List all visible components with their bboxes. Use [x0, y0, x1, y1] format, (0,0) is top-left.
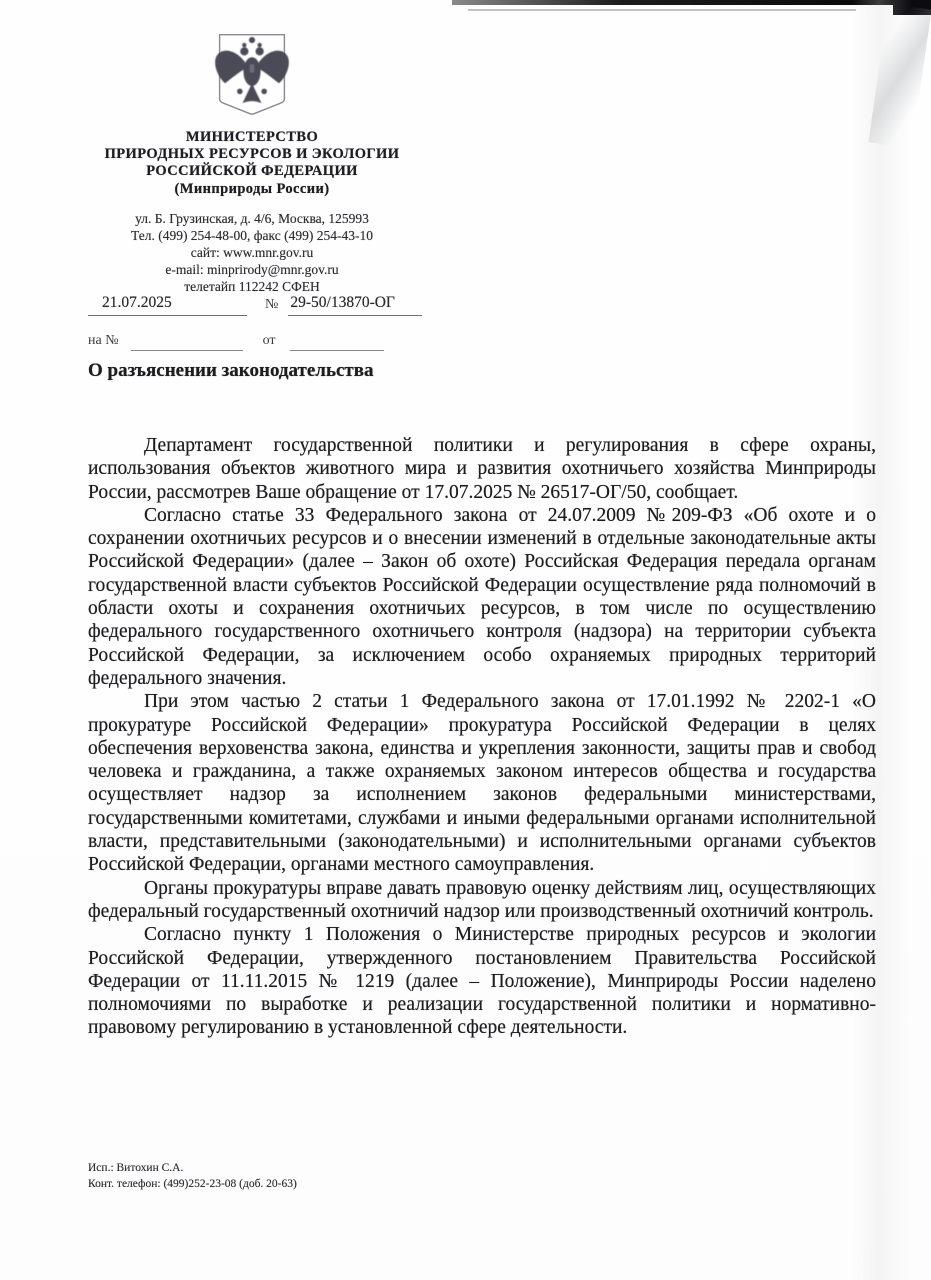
reply-to-label: на № — [88, 333, 119, 348]
executor-block — [88, 1160, 297, 1192]
coat-of-arms-icon — [206, 32, 298, 122]
ministry-name-line: РОССИЙСКОЙ ФЕДЕРАЦИИ — [146, 163, 358, 179]
letter-subject: О разъяснении законодательства — [88, 360, 374, 381]
scan-artifact-thin-line — [468, 9, 856, 11]
ministry-contacts — [58, 210, 446, 295]
body-paragraph: Согласно пункту 1 Положения о Министерстве природных ресурсов и экологии Российской Федерации, утвержденного постановлением Правительства Российской Федерации от 11.11.2015 № 1219 (далее – Положение), Минприроды России наделено полномочиями по выработке и реализации государственной политики и нормативно-правовому регулированию в установленной сфере деятельности. — [88, 924, 876, 1039]
ministry-name — [58, 129, 446, 198]
body-paragraph: Органы прокуратуры вправе давать правовую оценку действиям лиц, осуществляющих федеральный государственный охотничий надзор или производственный охотничий контроль. — [88, 877, 876, 922]
address-line: ул. Б. Грузинская, д. 4/6, Москва, 125993 — [135, 211, 369, 226]
from-date-blank-line — [290, 336, 384, 351]
teletype-line: телетайп 112242 СФЕН — [184, 279, 320, 294]
letter-number: 29-50/13870-ОГ — [288, 294, 422, 316]
letterhead — [58, 32, 446, 295]
reference-row-reply — [88, 333, 428, 351]
from-label: от — [262, 333, 276, 348]
ministry-short-name: (Минприроды России) — [174, 181, 330, 197]
reply-number-blank-line — [131, 336, 243, 351]
number-sign-label: № — [265, 297, 279, 312]
reference-row-date-number — [88, 294, 428, 316]
reference-block — [88, 294, 428, 351]
ministry-name-line: МИНИСТЕРСТВО — [185, 129, 319, 145]
site-line: сайт: www.mnr.gov.ru — [190, 245, 314, 260]
executor-name: Исп.: Витохин С.А. — [88, 1162, 184, 1174]
body-paragraph: При этом частью 2 статьи 1 Федерального закона от 17.01.1992 № 2202-1 «О прокуратуре Российской Федерации» прокуратура Российской Федерации в целях обеспечения верховенства закона, единства и укрепления законности, защиты прав и свобод человека и гражданина, а также охраняемых законом интересов общества и государства осуществляет надзор за исполнением законов федеральными министерствами, государственными комитетами, службами и иными федеральными органами исполнительной власти, представительными (законодательными) и исполнительными органами субъектов Российской Федерации, органами местного самоуправления. — [88, 691, 876, 876]
body-paragraph: Департамент государственной политики и регулирования в сфере охраны, использования объектов животного мира и развития охотничьего хозяйства Минприроды России, рассмотрев Ваше обращение от 17.07.2025 № 26517-ОГ/50, сообщает. — [88, 435, 876, 503]
letter-date: 21.07.2025 — [88, 294, 247, 316]
letter-body — [88, 434, 876, 1040]
email-line: e-mail: minprirody@mnr.gov.ru — [165, 262, 339, 277]
ministry-name-line: ПРИРОДНЫХ РЕСУРСОВ И ЭКОЛОГИИ — [104, 146, 400, 162]
body-paragraph: Согласно статье 33 Федерального закона от 24.07.2009 №209-ФЗ «Об охоте и о сохранении охотничьих ресурсов и о внесении изменений в отдельные законодательные акты Российской Федерации» (далее – Закон об охоте) Российская Федерация передала органам государственной власти субъектов Российской Федерации осуществление ряда полномочий в области охоты и сохранения охотничьих ресурсов, в том числе по осуществлению федерального государственного охотничьего контроля (надзора) на территории субъекта Российской Федерации, за исключением особо охраняемых природных территорий федерального значения. — [88, 504, 876, 689]
executor-phone: Конт. телефон: (499)252-23-08 (доб. 20-63) — [88, 1178, 297, 1190]
phone-line: Тел. (499) 254-48-00, факс (499) 254-43-10 — [130, 228, 373, 243]
